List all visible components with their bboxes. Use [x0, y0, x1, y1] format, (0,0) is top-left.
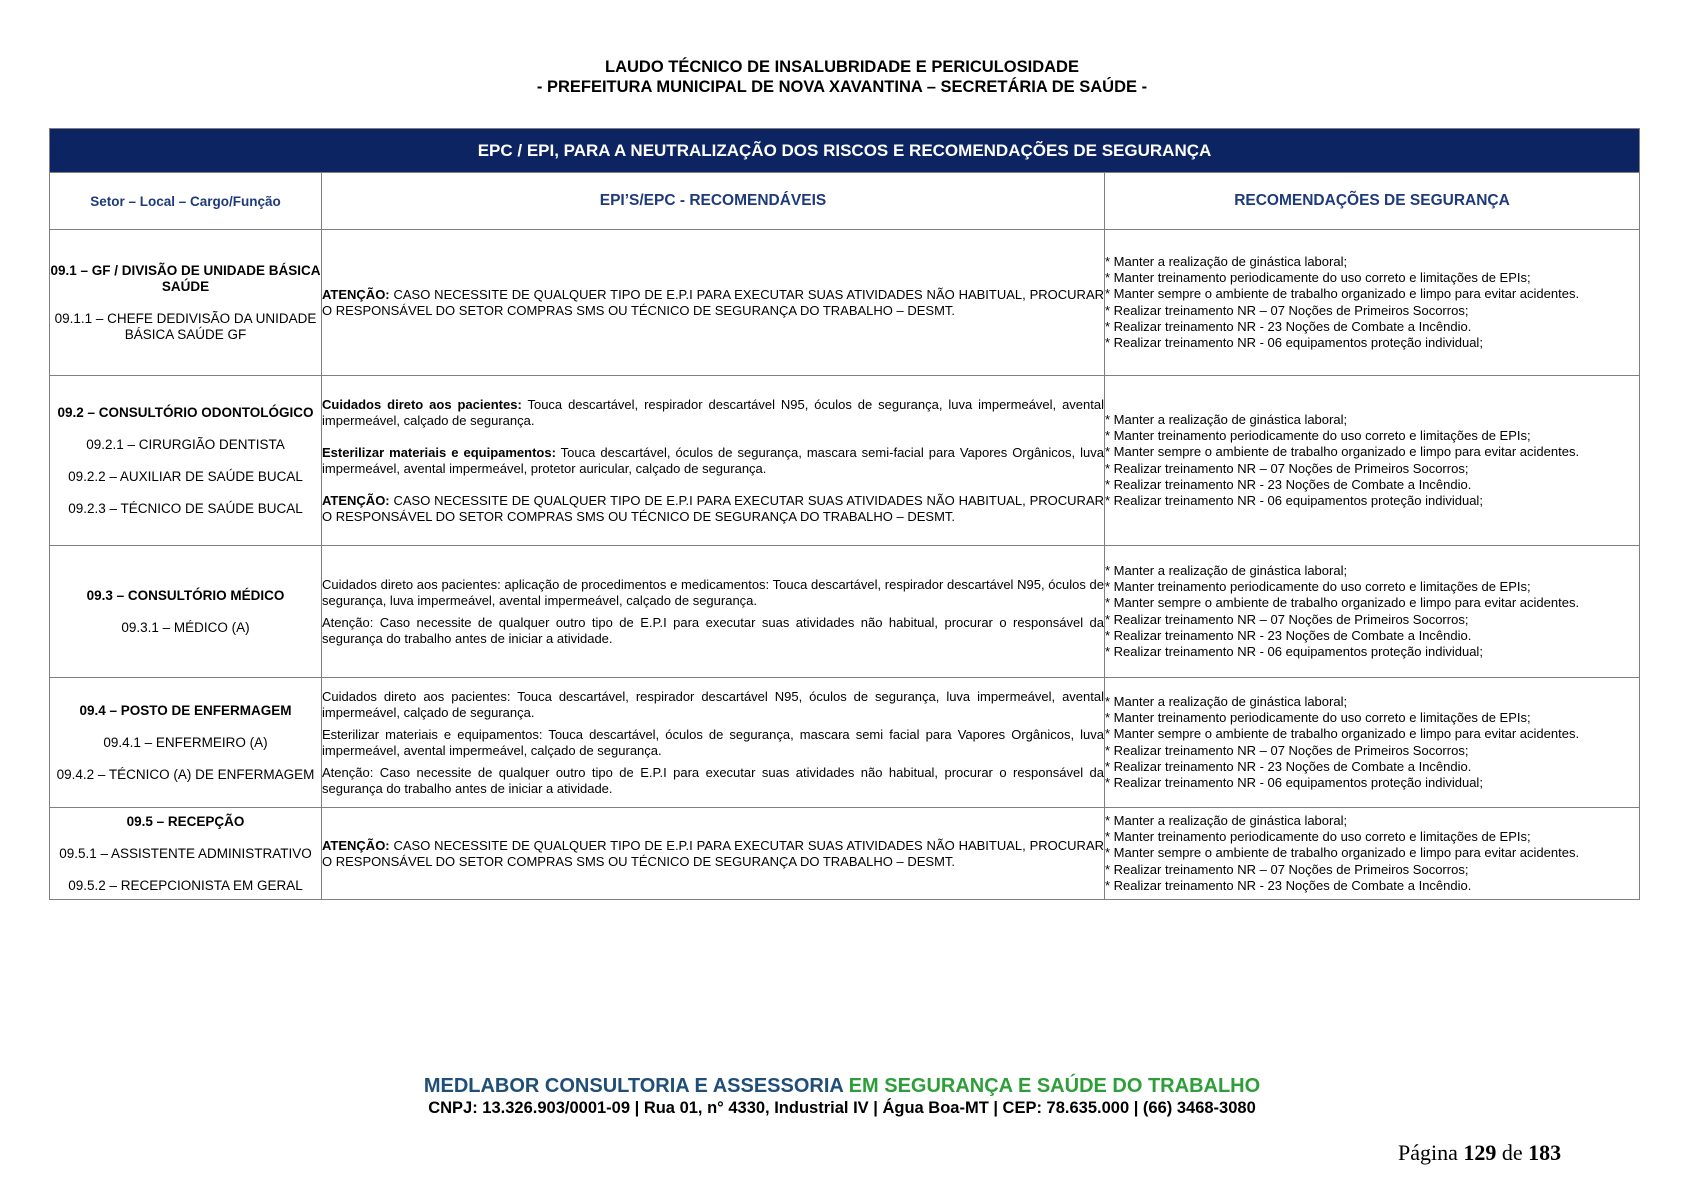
sector-cell [50, 230, 322, 376]
epi-text: Cuidados direto aos pacientes: aplicação de procedimentos e medicamentos: Touca descartável, respirador descartável N95, óculos de segurança, luva impermeável, avental impermeável, calçado de segurança. [322, 576, 1104, 608]
recommendation-item: * Realizar treinamento NR - 06 equipamentos proteção individual; [1105, 643, 1483, 659]
page-current: 129 [1463, 1140, 1497, 1165]
job-role: 09.4.1 – ENFERMEIRO (A) [103, 734, 268, 750]
recommendation-item: * Manter treinamento periodicamente do uso correto e limitações de EPIs; [1105, 579, 1531, 595]
job-role: 09.3.1 – MÉDICO (A) [121, 619, 250, 635]
recommendation-item: * Manter treinamento periodicamente do uso correto e limitações de EPIs; [1105, 710, 1531, 726]
epi-paragraph [322, 577, 1104, 609]
epi-cell [322, 376, 1105, 546]
recommendation-item: * Manter a realização de ginástica laboral; [1105, 411, 1348, 427]
recommendation-item: * Realizar treinamento NR – 07 Noções de Primeiros Socorros; [1105, 460, 1469, 476]
epi-paragraph [322, 765, 1104, 797]
recommendation-item: * Realizar treinamento NR - 06 equipamentos proteção individual; [1105, 334, 1483, 350]
recommendation-item: * Manter treinamento periodicamente do uso correto e limitações de EPIs; [1105, 428, 1531, 444]
job-role: 09.4.2 – TÉCNICO (A) DE ENFERMAGEM [56, 766, 315, 782]
recommendation-item: * Realizar treinamento NR - 23 Noções de Combate a Incêndio. [1105, 318, 1472, 334]
page-label: Página [1398, 1140, 1458, 1165]
epi-label: Cuidados direto aos pacientes: [322, 396, 522, 412]
recommendation-item: * Realizar treinamento NR - 23 Noções de Combate a Incêndio. [1105, 476, 1472, 492]
recommendations-cell [1105, 678, 1640, 808]
epi-label: Esterilizar materiais e equipamentos: [322, 444, 556, 460]
epi-paragraph [322, 727, 1104, 759]
recommendation-item: * Manter sempre o ambiente de trabalho organizado e limpo para evitar acidentes. [1105, 444, 1580, 460]
recommendation-item: * Realizar treinamento NR - 23 Noções de Combate a Incêndio. [1105, 877, 1472, 893]
page-total: 183 [1528, 1140, 1562, 1165]
epi-paragraph [322, 689, 1104, 721]
recommendation-item: * Manter treinamento periodicamente do uso correto e limitações de EPIs; [1105, 829, 1531, 845]
recommendation-item: * Manter a realização de ginástica laboral; [1105, 253, 1348, 269]
table-row [50, 230, 1640, 376]
recommendation-item: * Realizar treinamento NR – 07 Noções de Primeiros Socorros; [1105, 611, 1469, 627]
epi-text: CASO NECESSITE DE QUALQUER TIPO DE E.P.I PARA EXECUTAR SUAS ATIVIDADES NÃO HABITUAL, PROCURAR O RESPONSÁVEL DO SETOR COMPRAS SMS OU TÉCNICO DE SEGURANÇA DO TRABALHO – DESMT. [322, 492, 1104, 524]
company-name: MEDLABOR CONSULTORIA E ASSESSORIA [423, 1075, 844, 1097]
sector-cell [50, 808, 322, 900]
epi-paragraph [322, 445, 1104, 477]
epi-text: Esterilizar materiais e equipamentos: Touca descartável, óculos de segurança, mascara semi facial para Vapores Orgânicos, luva impermeável, avental impermeável, calçado de segurança. [322, 726, 1104, 758]
sector-cell [50, 376, 322, 546]
recommendation-item: * Manter a realização de ginástica laboral; [1105, 812, 1348, 828]
epi-cell [322, 546, 1105, 678]
job-role: 09.5.1 – ASSISTENTE ADMINISTRATIVO [59, 845, 312, 861]
job-role: 09.2.3 – TÉCNICO DE SAÚDE BUCAL [68, 500, 303, 516]
column-header-epi: EPI’S/EPC - RECOMENDÁVEIS [322, 173, 1105, 230]
epi-paragraph [322, 615, 1104, 647]
recommendation-item: * Manter sempre o ambiente de trabalho organizado e limpo para evitar acidentes. [1105, 726, 1580, 742]
sector-cell [50, 678, 322, 808]
column-header-sector: Setor – Local – Cargo/Função [50, 173, 322, 230]
recommendation-item: * Manter sempre o ambiente de trabalho organizado e limpo para evitar acidentes. [1105, 595, 1580, 611]
recommendation-item: * Realizar treinamento NR – 07 Noções de Primeiros Socorros; [1105, 302, 1469, 318]
recommendation-item: * Realizar treinamento NR - 06 equipamentos proteção individual; [1105, 492, 1483, 508]
table-row [50, 546, 1640, 678]
recommendation-item: * Realizar treinamento NR - 23 Noções de Combate a Incêndio. [1105, 627, 1472, 643]
recommendation-item: * Manter sempre o ambiente de trabalho organizado e limpo para evitar acidentes. [1105, 845, 1580, 861]
epi-label: ATENÇÃO: [322, 492, 390, 508]
recommendation-item: * Realizar treinamento NR – 07 Noções de Primeiros Socorros; [1105, 861, 1469, 877]
epi-text: CASO NECESSITE DE QUALQUER TIPO DE E.P.I PARA EXECUTAR SUAS ATIVIDADES NÃO HABITUAL, PROCURAR O RESPONSÁVEL DO SETOR COMPRAS SMS OU TÉCNICO DE SEGURANÇA DO TRABALHO – DESMT. [322, 286, 1104, 318]
sector-title: 09.1 – GF / DIVISÃO DE UNIDADE BÁSICA SAÚDE [50, 262, 321, 294]
job-role: 09.2.1 – CIRURGIÃO DENTISTA [86, 436, 285, 452]
job-role: 09.5.2 – RECEPCIONISTA EM GERAL [68, 877, 303, 893]
epi-label: ATENÇÃO: [322, 286, 390, 302]
epi-text: Cuidados direto aos pacientes: Touca descartável, respirador descartável N95, óculos de segurança, luva impermeável, avental impermeável, calçado de segurança. [322, 688, 1104, 720]
epi-text: CASO NECESSITE DE QUALQUER TIPO DE E.P.I PARA EXECUTAR SUAS ATIVIDADES NÃO HABITUAL, PROCURAR O RESPONSÁVEL DO SETOR COMPRAS SMS OU TÉCNICO DE SEGURANÇA DO TRABALHO – DESMT. [322, 837, 1104, 869]
sector-title: 09.4 – POSTO DE ENFERMAGEM [79, 702, 292, 718]
sector-cell [50, 546, 322, 678]
recommendations-cell [1105, 808, 1640, 900]
footer-company [0, 1075, 1684, 1098]
document-header [0, 57, 1684, 97]
job-role: 09.2.2 – AUXILIAR DE SAÚDE BUCAL [68, 468, 303, 484]
recommendation-item: * Manter a realização de ginástica laboral; [1105, 693, 1348, 709]
column-header-recommendations: RECOMENDAÇÕES DE SEGURANÇA [1105, 173, 1640, 230]
header-subtitle: - PREFEITURA MUNICIPAL DE NOVA XAVANTINA – SECRETÁRIA DE SAÚDE - [536, 78, 1148, 96]
epc-epi-table [49, 128, 1640, 900]
table-row [50, 678, 1640, 808]
sector-title: 09.5 – RECEPÇÃO [126, 813, 245, 829]
epi-text: Atenção: Caso necessite de qualquer outro tipo de E.P.I para executar suas atividades não habitual, procurar o responsável da segurança do trabalho antes de iniciar a atividade. [322, 764, 1104, 796]
epi-cell [322, 678, 1105, 808]
epi-paragraph [322, 838, 1104, 870]
recommendation-item: * Manter sempre o ambiente de trabalho organizado e limpo para evitar acidentes. [1105, 286, 1580, 302]
epi-text: Atenção: Caso necessite de qualquer outro tipo de E.P.I para executar suas atividades não habitual, procurar o responsável da segurança do trabalho antes de iniciar a atividade. [322, 614, 1104, 646]
epi-paragraph [322, 397, 1104, 429]
page-number [1398, 1140, 1561, 1166]
table-row [50, 376, 1640, 546]
table-banner: EPC / EPI, PARA A NEUTRALIZAÇÃO DOS RISCOS E RECOMENDAÇÕES DE SEGURANÇA [50, 129, 1640, 173]
recommendation-item: * Manter treinamento periodicamente do uso correto e limitações de EPIs; [1105, 270, 1531, 286]
epi-cell [322, 230, 1105, 376]
job-role: 09.1.1 – CHEFE DEDIVISÃO DA UNIDADE BÁSICA SAÚDE GF [54, 310, 317, 342]
recommendation-item: * Realizar treinamento NR - 23 Noções de Combate a Incêndio. [1105, 758, 1472, 774]
table-row [50, 808, 1640, 900]
header-title: LAUDO TÉCNICO DE INSALUBRIDADE E PERICULOSIDADE [605, 58, 1079, 76]
epi-paragraph [322, 287, 1104, 319]
recommendations-cell [1105, 546, 1640, 678]
footer-address: CNPJ: 13.326.903/0001-09 | Rua 01, n° 4330, Industrial IV | Água Boa-MT | CEP: 78.635.000 | (66) 3468-3080 [428, 1099, 1256, 1117]
recommendation-item: * Realizar treinamento NR – 07 Noções de Primeiros Socorros; [1105, 742, 1469, 758]
epi-text: Touca descartável, respirador descartável N95, óculos de segurança, luva impermeável, avental impermeável, calçado de segurança. [322, 396, 1104, 428]
table-body [50, 230, 1640, 900]
sector-title: 09.2 – CONSULTÓRIO ODONTOLÓGICO [57, 404, 314, 420]
epi-cell [322, 808, 1105, 900]
sector-title: 09.3 – CONSULTÓRIO MÉDICO [86, 587, 285, 603]
epi-label: ATENÇÃO: [322, 837, 390, 853]
recommendation-item: * Realizar treinamento NR - 06 equipamentos proteção individual; [1105, 774, 1483, 790]
page-of: de [1501, 1140, 1523, 1165]
recommendations-cell [1105, 376, 1640, 546]
recommendations-cell [1105, 230, 1640, 376]
recommendation-item: * Manter a realização de ginástica laboral; [1105, 562, 1348, 578]
epi-paragraph [322, 493, 1104, 525]
company-tagline: EM SEGURANÇA E SAÚDE DO TRABALHO [848, 1075, 1261, 1097]
epi-text: Touca descartável, óculos de segurança, mascara semi-facial para Vapores Orgânicos, luva impermeável, avental impermeável, protetor auricular, calçado de segurança. [322, 444, 1104, 476]
